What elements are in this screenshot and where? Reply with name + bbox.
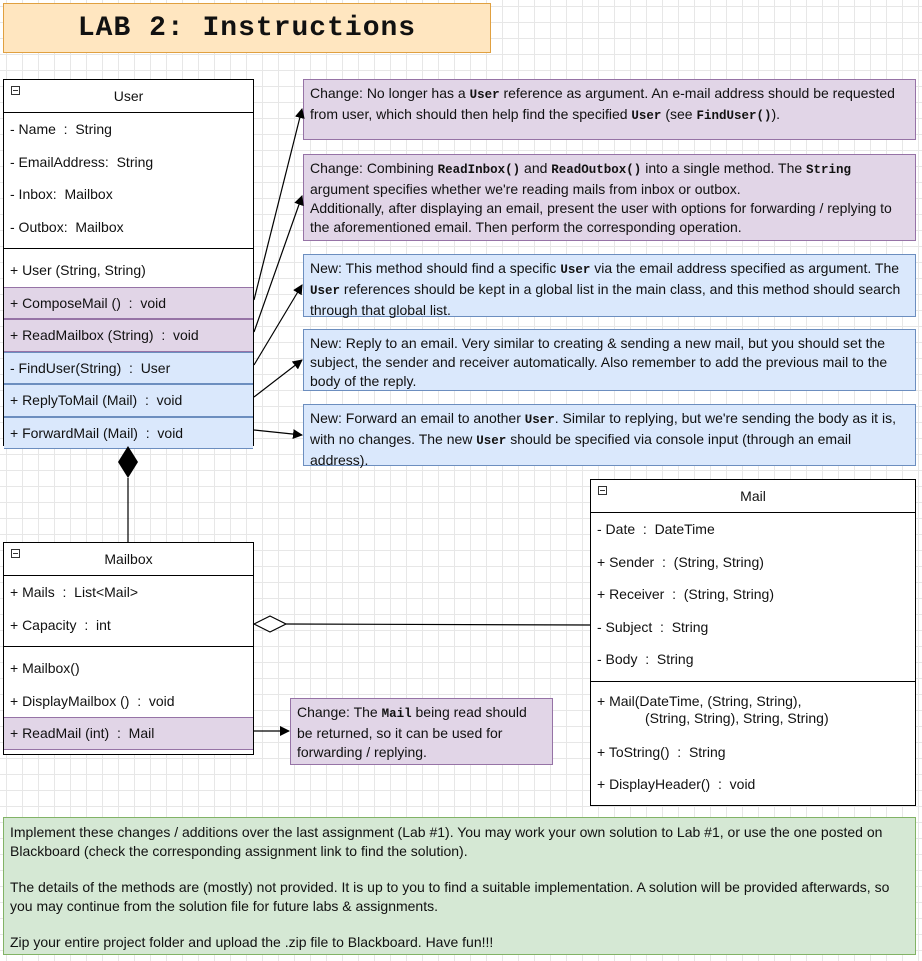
page-title: LAB 2: Instructions <box>3 3 491 53</box>
note-text: . Similar to replying, but we're sending the body as it is, with no changes. The new <box>310 410 896 447</box>
note-text: New: Forward an email to another <box>310 410 525 426</box>
arrow-composemail <box>254 109 302 300</box>
code-text: User <box>469 88 500 102</box>
note-text: into a single method. The <box>641 160 807 176</box>
note-text: Change: Combining <box>310 160 438 176</box>
note-forwardmail <box>303 404 916 466</box>
mailbox-method-readmail: + ReadMail (int) : Mail <box>4 717 253 750</box>
user-field: - Name : String <box>10 121 112 138</box>
code-text: User <box>560 263 591 277</box>
note-text: references should be kept in a global list in the main class, and this method should search through that global list. <box>310 281 901 318</box>
user-class[interactable] <box>3 79 254 446</box>
user-method-composemail: + ComposeMail () : void <box>4 287 253 320</box>
mail-class-header <box>591 480 915 513</box>
note-replytomail <box>303 329 916 391</box>
code-text: User <box>631 109 662 123</box>
note-text: argument specifies whether we're reading mails from inbox or outbox. <box>310 181 741 197</box>
mailbox-field: + Capacity : int <box>10 616 111 633</box>
composition-diamond <box>118 446 138 478</box>
mail-field: + Receiver : (String, String) <box>597 586 775 603</box>
user-method-forwardmail: + ForwardMail (Mail) : void <box>4 417 253 450</box>
note-text: being read should be returned, so it can be used for forwarding / replying. <box>297 704 527 760</box>
user-method-readmailbox: + ReadMailbox (String) : void <box>4 319 253 352</box>
user-method-constructor: + User (String, String) <box>10 262 146 279</box>
mailbox-method-constructor: + Mailbox() <box>10 660 80 677</box>
collapse-icon[interactable] <box>598 486 607 495</box>
code-text: User <box>476 434 507 448</box>
note-text: New: This method should find a specific <box>310 260 561 276</box>
mail-method-displayheader: + DisplayHeader() : void <box>597 776 756 793</box>
aggregation-line <box>286 624 590 625</box>
user-method-finduser: - FindUser(String) : User <box>4 352 253 385</box>
note-text: and <box>520 160 552 176</box>
footer-paragraph: The details of the methods are (mostly) not provided. It is up to you to find a suitable implementation. A solution will be provided afterwards, so you may continue from the solution file for future labs & assignments. <box>10 879 890 914</box>
collapse-icon[interactable] <box>11 549 20 558</box>
note-text: reference as argument. An e-mail address should be requested from user, which should then help find the specified <box>310 85 895 122</box>
user-fields <box>4 113 253 243</box>
note-text: New: Reply to an email. Very similar to creating & sending a new mail, but you should set the subject, the sender and receiver automatically. Also remember to add the previous mail to the body of the reply. <box>310 335 888 389</box>
user-field: - Inbox: Mailbox <box>10 186 113 203</box>
divider <box>4 248 253 249</box>
mail-method-tostring: + ToString() : String <box>597 743 726 760</box>
code-text: ReadOutbox() <box>551 163 642 177</box>
divider <box>591 681 915 682</box>
code-text: User <box>524 413 555 427</box>
note-text: Additionally, after displaying an email, present the user with options for forwarding / replying to the aforementioned email. Then perform the corresponding operation. <box>310 200 892 235</box>
mailbox-class[interactable] <box>3 542 254 755</box>
user-field: - EmailAddress: String <box>10 153 154 170</box>
code-text: User <box>310 284 341 298</box>
note-text: via the email address specified as argument. The <box>590 260 900 276</box>
mail-field: - Subject : String <box>597 618 709 635</box>
footer-paragraph: Zip your entire project folder and upload the .zip file to Blackboard. Have fun!!! <box>10 934 494 950</box>
user-method-replytomail: + ReplyToMail (Mail) : void <box>4 384 253 417</box>
mail-field: - Body : String <box>597 651 694 668</box>
note-text: Change: The <box>297 704 382 720</box>
note-composemail <box>303 79 916 140</box>
mail-method-constructor <box>591 687 915 733</box>
arrow-readmailbox <box>254 196 302 332</box>
user-class-header <box>4 80 253 113</box>
note-text: should be specified via console input (through an email address). <box>310 431 852 468</box>
code-text: ReadInbox() <box>437 163 521 177</box>
arrow-replytomail <box>254 360 302 397</box>
user-methods <box>4 254 253 449</box>
note-readmailbox <box>303 154 916 241</box>
mail-field: + Sender : (String, String) <box>597 553 764 570</box>
arrow-finduser <box>254 285 302 365</box>
mailbox-method-displaymailbox: + DisplayMailbox () : void <box>10 692 175 709</box>
note-text: Change: No longer has a <box>310 85 470 101</box>
arrow-forwardmail <box>254 430 302 435</box>
note-footer <box>3 817 916 955</box>
collapse-icon[interactable] <box>11 86 20 95</box>
mail-ctor-line2: (String, String), String, String) <box>645 709 829 726</box>
code-text: Mail <box>381 707 412 721</box>
code-text: String <box>806 163 852 177</box>
mailbox-class-header <box>4 543 253 576</box>
mailbox-class-name: Mailbox <box>104 551 153 567</box>
footer-paragraph: Implement these changes / additions over the last assignment (Lab #1). You may work your own solution to Lab #1, or use the one posted on Blackboard (check the corresponding assignment link to find the solution). <box>10 824 883 859</box>
mail-field: - Date : DateTime <box>597 521 715 538</box>
mail-ctor-line1: + Mail(DateTime, (String, String), <box>597 692 802 709</box>
note-finduser <box>303 254 916 317</box>
code-text: FindUser() <box>696 109 772 123</box>
note-readmail <box>290 698 553 765</box>
user-class-name: User <box>113 88 144 104</box>
note-text: ). <box>771 106 781 122</box>
aggregation-diamond <box>254 616 286 632</box>
divider <box>4 646 253 647</box>
user-field: - Outbox: Mailbox <box>10 218 124 235</box>
mailbox-field: + Mails : List<Mail> <box>10 584 138 601</box>
mail-class-name: Mail <box>740 488 766 504</box>
mail-class[interactable] <box>590 479 916 806</box>
note-text: (see <box>661 106 697 122</box>
